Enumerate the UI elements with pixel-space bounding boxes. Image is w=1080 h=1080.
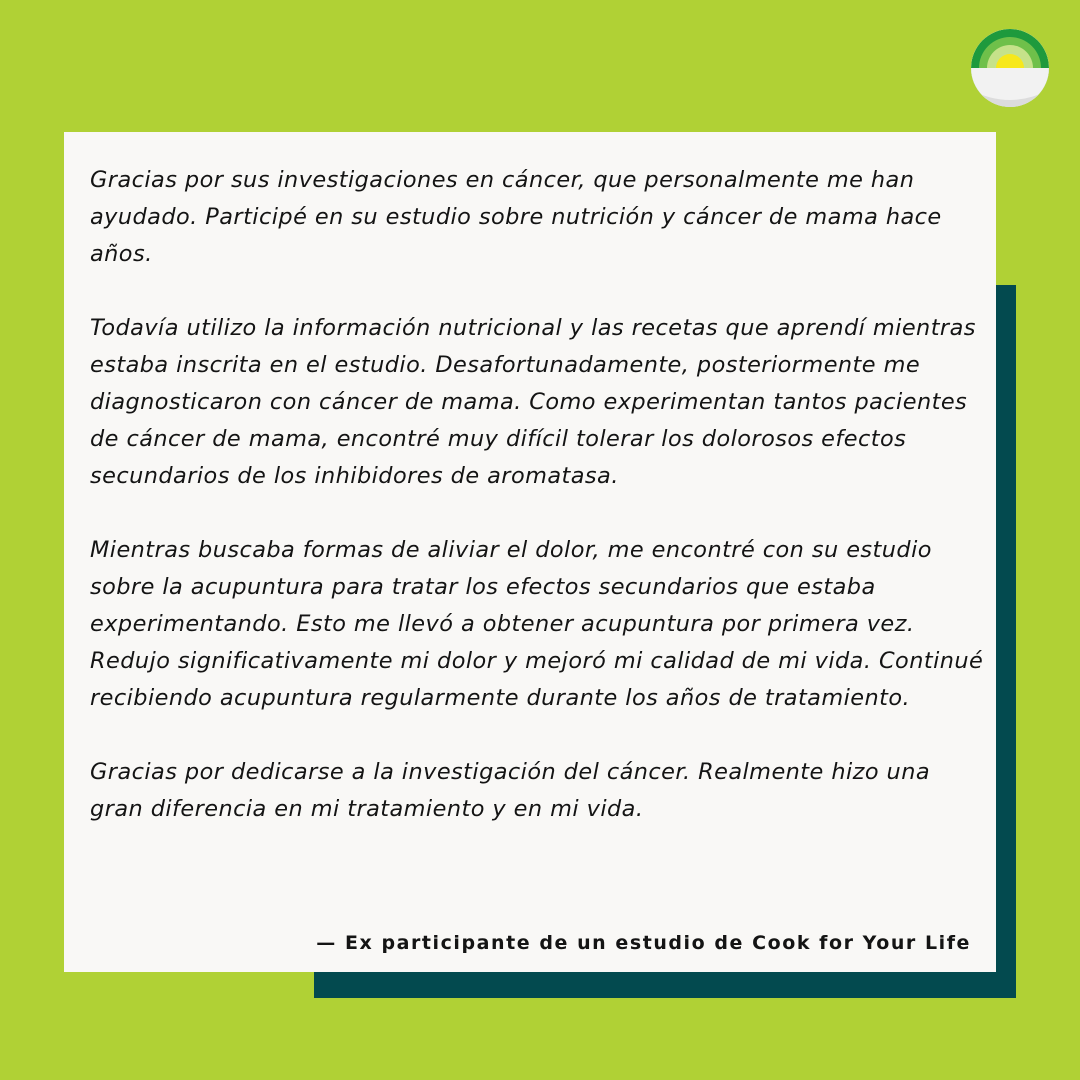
testimonial-paragraph-2: Todavía utilizo la información nutricional y las recetas que aprendí mientras estaba inscrita en el estudio. Desafortunadamente, posteriormente me diagnosticaron con cáncer de mama. Como experimentan tantos pacientes de cáncer de mama, encontré muy difícil tolerar los dolorosos efectos secundarios de los inhibidores de aromatasa. bbox=[90, 315, 976, 489]
testimonial-paragraph-3: Mientras buscaba formas de aliviar el dolor, me encontré con su estudio sobre la acupuntura para tratar los efectos secundarios que estaba experimentando. Esto me llevó a obtener acupuntura por primera vez. Redujo significativamente mi dolor y mejoró mi calidad de mi vida. Continué recibiendo acupuntura regularmente durante los años de tratamiento. bbox=[90, 537, 984, 711]
testimonial-paragraph-4: Gracias por dedicarse a la investigación del cáncer. Realmente hizo una gran diferencia en mi tratamiento y en mi vida. bbox=[90, 759, 931, 822]
testimonial-attribution: — Ex participante de un estudio de Cook for Your Life bbox=[316, 932, 971, 954]
sunrise-logo-icon bbox=[970, 28, 1050, 108]
testimonial-body bbox=[90, 162, 985, 828]
testimonial-card bbox=[64, 132, 996, 972]
testimonial-paragraph-1: Gracias por sus investigaciones en cáncer, que personalmente me han ayudado. Participé en su estudio sobre nutrición y cáncer de mama hace años. bbox=[90, 167, 942, 267]
